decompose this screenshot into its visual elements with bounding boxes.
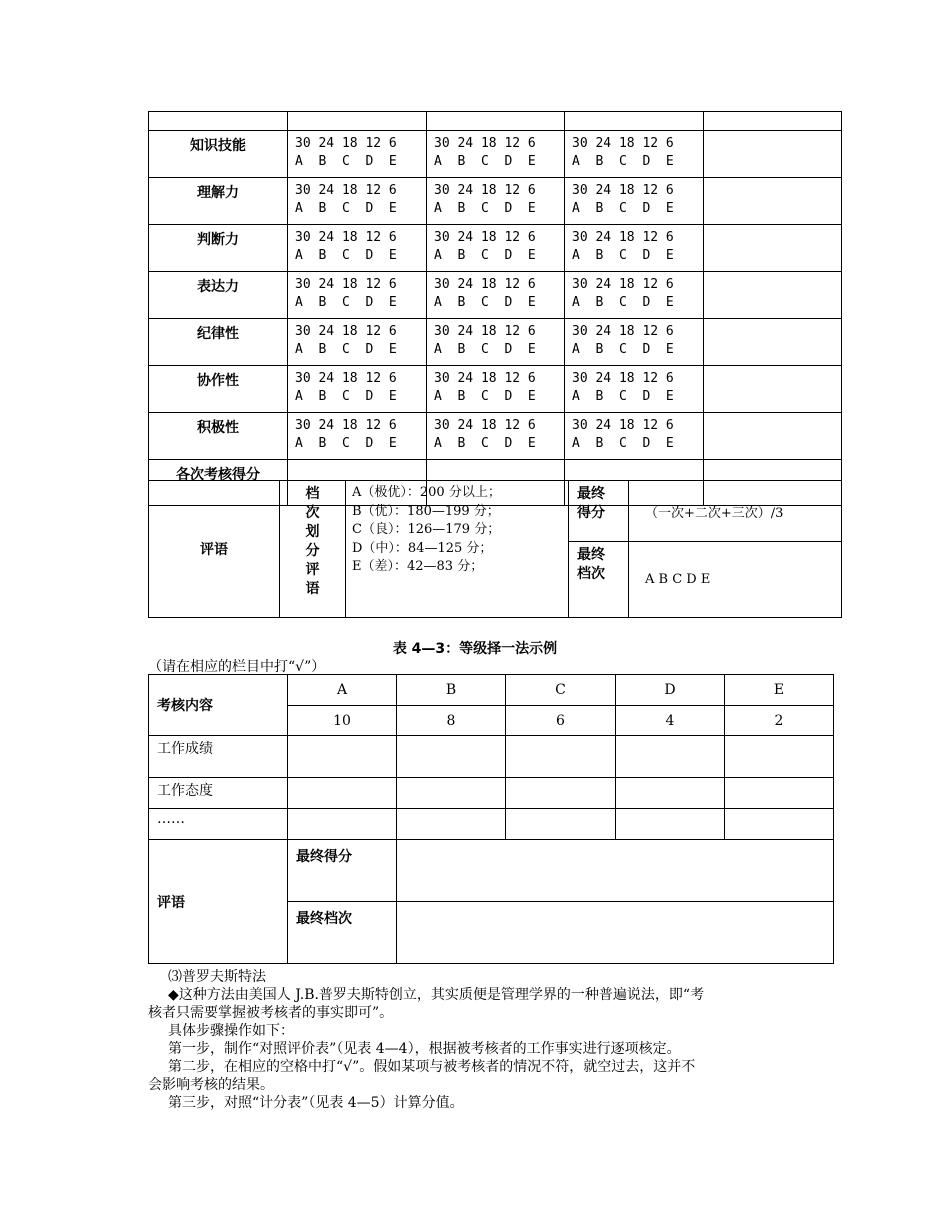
score-scale: 30 24 18 12 6	[572, 324, 674, 339]
check-cell[interactable]	[397, 809, 506, 840]
grade-scale: A B C D E	[434, 295, 536, 310]
grade-choice-table	[148, 674, 834, 964]
criteria-row	[149, 366, 842, 413]
grade-definition-label	[280, 481, 346, 618]
final-score-title-line: 得分	[577, 505, 605, 521]
score-options[interactable]	[288, 319, 427, 366]
score-scale: 30 24 18 12 6	[572, 183, 674, 198]
criteria-label: 判断力	[149, 225, 288, 272]
grade-scale: A B C D E	[434, 154, 536, 169]
grade-points: 10	[288, 706, 397, 736]
check-cell[interactable]	[616, 736, 725, 778]
score-scale: 30 24 18 12 6	[434, 230, 536, 245]
grade-definition: E（差）：42—83 分；	[352, 559, 484, 574]
score-scale: 30 24 18 12 6	[434, 371, 536, 386]
score-scale: 30 24 18 12 6	[295, 230, 397, 245]
comment-block	[148, 480, 842, 618]
grade-definition-title-line: 分	[305, 543, 320, 559]
final-score-title-line: 最终	[577, 486, 605, 502]
final-score-formula: （一次+二次+三次）/3	[629, 481, 842, 542]
remark-cell[interactable]	[704, 178, 842, 225]
score-scale: 30 24 18 12 6	[295, 183, 397, 198]
criteria-label: 表达力	[149, 272, 288, 319]
content-row	[149, 736, 834, 778]
remark-cell[interactable]	[704, 131, 842, 178]
section-heading: ⑶普罗夫斯特法	[168, 969, 266, 985]
score-options[interactable]	[565, 366, 704, 413]
check-cell[interactable]	[397, 736, 506, 778]
final-grade-label: 最终档次	[288, 902, 397, 964]
check-cell[interactable]	[725, 778, 834, 809]
score-scale: 30 24 18 12 6	[295, 277, 397, 292]
content-label: 考核内容	[149, 675, 288, 736]
grade-scale: A B C D E	[572, 342, 674, 357]
score-scale: 30 24 18 12 6	[434, 324, 536, 339]
check-cell[interactable]	[288, 778, 397, 809]
grade-definition: A（极优）：200 分以上；	[352, 485, 501, 500]
score-options[interactable]	[288, 178, 427, 225]
final-score-cell[interactable]	[397, 840, 834, 902]
grade-scale: A B C D E	[295, 201, 397, 216]
content-row	[149, 809, 834, 840]
grade-scale: A B C D E	[295, 154, 397, 169]
score-options[interactable]	[565, 413, 704, 460]
criteria-row	[149, 178, 842, 225]
table-header-row	[149, 112, 842, 131]
grade-scale: A B C D E	[295, 436, 397, 451]
criteria-row	[149, 131, 842, 178]
score-options[interactable]	[565, 225, 704, 272]
check-cell[interactable]	[725, 809, 834, 840]
final-grade-title	[577, 546, 628, 584]
score-options[interactable]	[427, 178, 565, 225]
score-options[interactable]	[427, 319, 565, 366]
check-cell[interactable]	[616, 778, 725, 809]
grade-scale: A B C D E	[295, 248, 397, 263]
grade-scale: A B C D E	[434, 389, 536, 404]
grade-header: C	[506, 675, 616, 706]
check-cell[interactable]	[616, 809, 725, 840]
paragraph-line: 第一步，制作“对照评价表”（见表 4—4），根据被考核者的工作事实进行逐项核定。	[168, 1041, 681, 1057]
grade-scale: A B C D E	[295, 295, 397, 310]
score-scale: 30 24 18 12 6	[295, 418, 397, 433]
grade-definition: D（中）：84—125 分；	[352, 540, 493, 556]
paragraph-line: 具体步骤操作如下：	[168, 1023, 294, 1039]
score-scale: 30 24 18 12 6	[295, 136, 397, 151]
criteria-row	[149, 225, 842, 272]
score-scale: 30 24 18 12 6	[295, 324, 397, 339]
remark-cell[interactable]	[704, 225, 842, 272]
criteria-row	[149, 319, 842, 366]
paragraph-line: 核者只需要掌握被考核者的事实即可”。	[148, 1005, 394, 1021]
check-cell[interactable]	[506, 736, 616, 778]
grade-definition-title-line: 次	[305, 505, 320, 521]
final-grade-title-line: 最终	[577, 547, 605, 563]
paragraph-line: 第二步，在相应的空格中打“√”。假如某项与被考核者的情况不符，就空过去，这并不	[168, 1059, 696, 1075]
final-score-label	[569, 481, 629, 542]
grade-scale: A B C D E	[572, 248, 674, 263]
score-scale: 30 24 18 12 6	[434, 418, 536, 433]
final-grade-cell[interactable]	[397, 902, 834, 964]
score-scale: 30 24 18 12 6	[295, 371, 397, 386]
final-grade-label	[569, 542, 629, 618]
final-score-label: 最终得分	[288, 840, 397, 902]
score-options[interactable]	[565, 131, 704, 178]
grade-header: D	[616, 675, 725, 706]
score-options[interactable]	[427, 366, 565, 413]
paragraph-line: 会影响考核的结果。	[148, 1077, 274, 1093]
grade-definition: C（良）：126—179 分；	[352, 522, 501, 537]
paragraph-line: 第三步，对照“计分表”（见表 4—5）计算分值。	[168, 1095, 464, 1111]
score-options[interactable]	[565, 178, 704, 225]
score-options[interactable]	[288, 131, 427, 178]
score-scale: 30 24 18 12 6	[434, 183, 536, 198]
grade-scale: A B C D E	[572, 436, 674, 451]
remark-cell[interactable]	[704, 413, 842, 460]
grade-scale: A B C D E	[434, 436, 536, 451]
final-grade-title-line: 档次	[577, 566, 605, 582]
grade-scale: A B C D E	[434, 248, 536, 263]
final-score-title	[577, 485, 628, 523]
score-scale: 30 24 18 12 6	[434, 277, 536, 292]
comment-label: 评语	[149, 481, 280, 618]
criteria-label: 积极性	[149, 413, 288, 460]
content-item: 工作态度	[149, 778, 288, 809]
remark-cell[interactable]	[704, 319, 842, 366]
check-cell[interactable]	[397, 778, 506, 809]
table-caption: 表 4—3：等级择一法示例	[392, 641, 558, 657]
grade-definition-title-line: 档	[305, 486, 320, 502]
grade-points: 4	[616, 706, 725, 736]
content-row	[149, 778, 834, 809]
grade-definition-title-line: 评	[305, 562, 320, 578]
grade-definition-title	[280, 485, 345, 599]
grade-points: 2	[725, 706, 834, 736]
criteria-row	[149, 413, 842, 460]
grade-scale: A B C D E	[434, 201, 536, 216]
score-options[interactable]	[288, 272, 427, 319]
grade-definition-title-line: 语	[305, 581, 320, 597]
grade-scale: A B C D E	[295, 342, 397, 357]
table-note: （请在相应的栏目中打“√”）	[148, 659, 326, 675]
grade-header: E	[725, 675, 834, 706]
grade-scale: A B C D E	[572, 295, 674, 310]
grade-points: 8	[397, 706, 506, 736]
criteria-label: 理解力	[149, 178, 288, 225]
grade-points: 6	[506, 706, 616, 736]
grade-definition-title-line: 划	[305, 524, 320, 540]
criteria-label: 纪律性	[149, 319, 288, 366]
grade-definition: B（优）：180—199 分；	[352, 503, 500, 519]
check-cell[interactable]	[506, 809, 616, 840]
check-cell[interactable]	[288, 809, 397, 840]
score-options[interactable]	[565, 319, 704, 366]
score-scale: 30 24 18 12 6	[572, 277, 674, 292]
comment-label: 评语	[149, 840, 288, 964]
paragraph-line: ◆这种方法由美国人 J.B.普罗夫斯特创立，其实质便是管理学界的一种普遍说法，即“考	[168, 987, 705, 1003]
score-scale: 30 24 18 12 6	[572, 418, 674, 433]
criteria-label: 协作性	[149, 366, 288, 413]
grade-scale: A B C D E	[572, 201, 674, 216]
score-options[interactable]	[565, 272, 704, 319]
check-cell[interactable]	[288, 736, 397, 778]
check-cell[interactable]	[506, 778, 616, 809]
grade-scale: A B C D E	[295, 389, 397, 404]
criteria-label: 知识技能	[149, 131, 288, 178]
score-scale: 30 24 18 12 6	[572, 136, 674, 151]
grade-scale: A B C D E	[434, 342, 536, 357]
grade-header: B	[397, 675, 506, 706]
total-score-label: 各次考核得分	[149, 460, 288, 506]
score-options[interactable]	[427, 131, 565, 178]
assessment-table	[148, 111, 842, 506]
score-options[interactable]	[427, 225, 565, 272]
remark-cell[interactable]	[704, 272, 842, 319]
grade-scale: A B C D E	[572, 154, 674, 169]
criteria-row	[149, 272, 842, 319]
grade-header: A	[288, 675, 397, 706]
check-cell[interactable]	[725, 736, 834, 778]
remark-cell[interactable]	[704, 366, 842, 413]
content-item: 工作成绩	[149, 736, 288, 778]
final-grade-options[interactable]: A B C D E	[629, 542, 842, 618]
score-options[interactable]	[288, 413, 427, 460]
content-item: ……	[149, 809, 288, 840]
score-options[interactable]	[427, 413, 565, 460]
score-scale: 30 24 18 12 6	[572, 230, 674, 245]
score-options[interactable]	[288, 225, 427, 272]
score-options[interactable]	[288, 366, 427, 413]
grade-definitions	[346, 481, 569, 618]
score-options[interactable]	[427, 272, 565, 319]
score-scale: 30 24 18 12 6	[434, 136, 536, 151]
grade-scale: A B C D E	[572, 389, 674, 404]
score-scale: 30 24 18 12 6	[572, 371, 674, 386]
